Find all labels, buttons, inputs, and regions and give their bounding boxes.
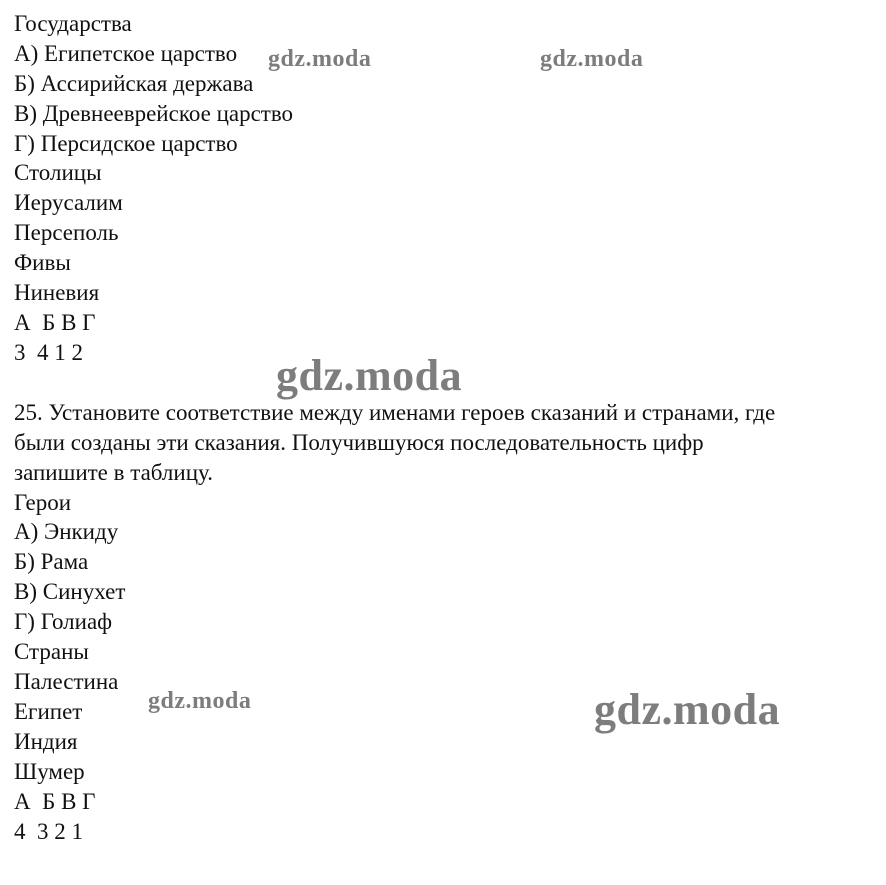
state-item-g: Г) Персидское царство (14, 131, 238, 156)
capital-item-3: Фивы (14, 250, 71, 275)
watermark: gdz.moda (148, 688, 252, 714)
state-item-v: В) Древнееврейское царство (14, 101, 294, 126)
task-line-2: были созданы эти сказания. Получившуюся последовательность цифр (14, 430, 704, 455)
state-item-a: А) Египетское царство (14, 41, 238, 66)
hero-item-g: Г) Голиаф (14, 609, 113, 634)
heroes-heading: Герои (14, 490, 72, 515)
hero-item-b: Б) Рама (14, 549, 89, 574)
watermark: gdz.moda (540, 46, 644, 72)
watermark: gdz.moda (276, 351, 463, 400)
country-item-3: Индия (14, 729, 78, 754)
capitals-heading: Столицы (14, 160, 102, 185)
country-item-4: Шумер (14, 759, 85, 784)
answer-values-2: 4 3 2 1 (14, 819, 83, 844)
task-line-1: 25. Установите соответствие между именами героев сказаний и странами, где (14, 400, 776, 425)
answer-values-1: 3 4 1 2 (14, 340, 83, 365)
answer-header-1: А Б В Г (14, 310, 96, 335)
watermark: gdz.moda (594, 685, 781, 734)
hero-item-v: В) Синухет (14, 579, 126, 604)
answer-header-2: А Б В Г (14, 789, 96, 814)
capital-item-1: Иерусалим (14, 190, 123, 215)
capital-item-2: Персеполь (14, 220, 119, 245)
task-line-3: запишите в таблицу. (14, 460, 213, 485)
country-item-1: Палестина (14, 669, 119, 694)
countries-heading: Страны (14, 639, 89, 664)
capital-item-4: Ниневия (14, 280, 100, 305)
country-item-2: Египет (14, 699, 83, 724)
state-item-b: Б) Ассирийская держава (14, 71, 254, 96)
hero-item-a: А) Энкиду (14, 519, 119, 544)
states-heading: Государства (14, 11, 132, 36)
watermark: gdz.moda (268, 46, 372, 72)
